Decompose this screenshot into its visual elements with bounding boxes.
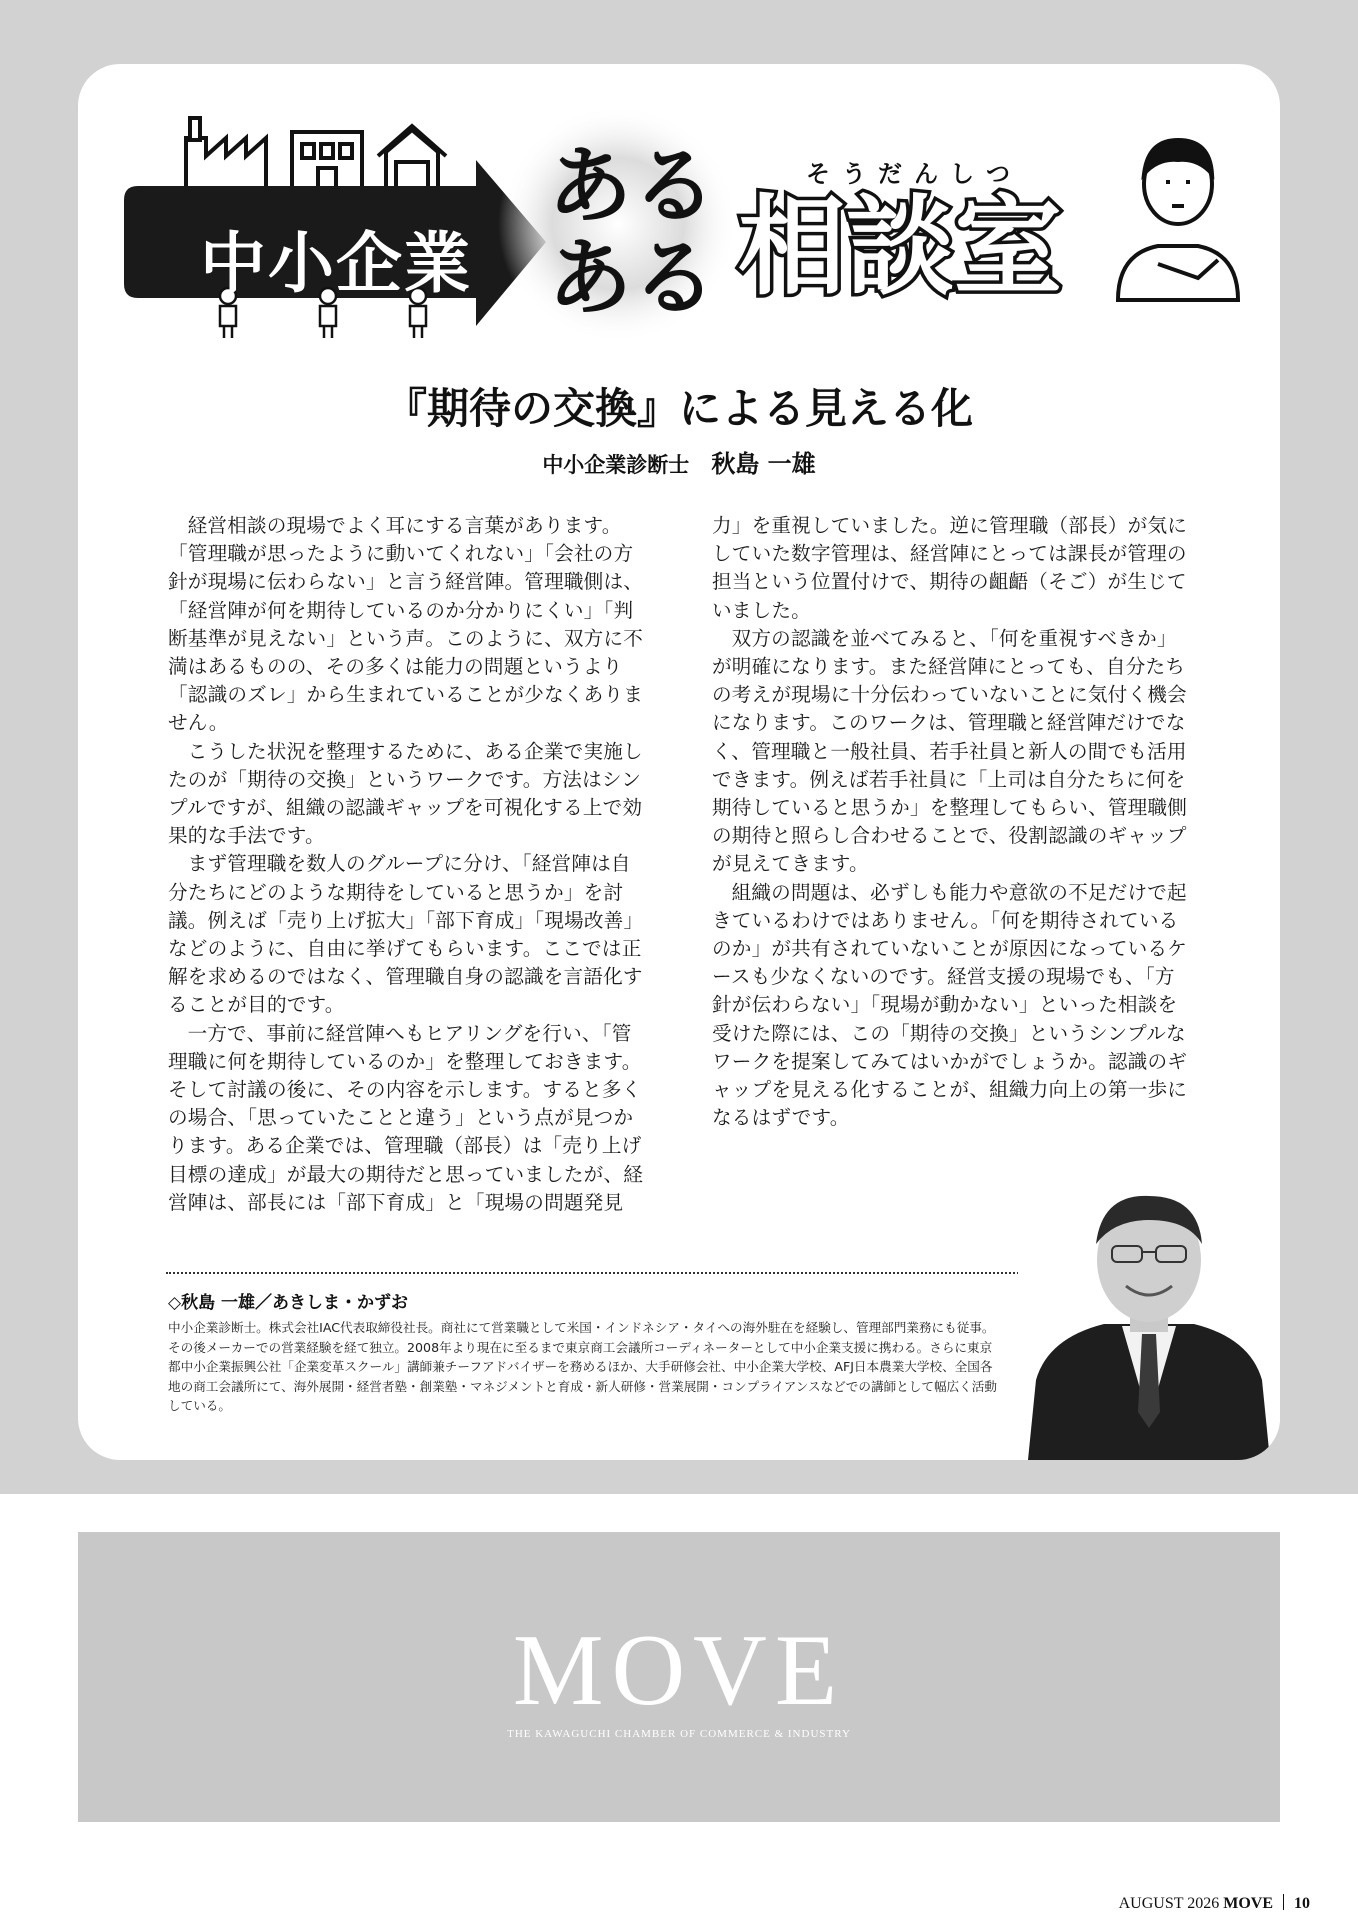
corner-label-chusho: 中小企業 — [200, 225, 472, 302]
office-building-icon — [292, 132, 362, 190]
author-photo — [1018, 1184, 1280, 1460]
page-number: 10 — [1294, 1895, 1310, 1912]
body-paragraph: 一方で、事前に経営陣へもヒアリングを行い、「管理職に何を期待しているのか」を整理しておきます。そして討議の後に、その内容を示します。すると多くの場合、「思っていたことと違う」という点が見つかります。ある企業では、管理職（部長）は「売り上げ目標の達成」が最大の期待だと思っていましたが、経営陣は、部長には「部下育成」と「現場の問題発見 — [168, 1021, 644, 1214]
body-paragraph: 双方の認識を並べてみると、「何を重視すべきか」が明確になります。また経営陣にとっても、自分たちの考えが現場に十分伝わっていないことに気付く機会になります。このワークは、管理職と経営陣だけでなく、管理職と一般社員、若手社員と新人の間でも活用できます。例えば若手社員に「上司は自分たちに何を期待していると思うか」を整理してもらい、管理職側の期待と照らし合わせることで、役割認識のギャップが見えてきます。 — [712, 626, 1188, 876]
corner-label-aru-top: ある — [548, 137, 717, 235]
magazine-banner — [78, 1532, 1280, 1822]
profile-bio: 中小企業診断士。株式会社IAC代表取締役社長。商社にて営業職として米国・インドネシア・タイへの海外駐在を経験し、管理部門業務にも従事。その後メーカーでの営業経験を経て独立。2008年より現在に至るまで東京商工会議所コーディネーターとして中小企業支援に携わる。さらに東京都中小企業振興公社「企業変革スクール」講師兼チーフアドバイザーを務めるほか、大手研修会社、中小企業大学校、AFJ日本農業大学校、全国各地の商工会議所にて、海外展開・経営者塾・創業塾・マネジメントと育成・新人研修・営業展開・コンプライアンスなどでの講師として幅広く活動している。 — [168, 1320, 997, 1414]
body-paragraph: 組織の問題は、必ずしも能力や意欲の不足だけで起きているわけではありません。「何を期待されているのか」が共有されていないことが原因になっているケースも少なくないのです。経営支援の現場でも、「方針が伝わらない」「現場が動かない」といった相談を受けた際には、この「期待の交換」というシンプルなワークを提案してみてはいかがでしょうか。認識のギャップを見える化することが、組織力向上の第一歩になるはずです。 — [712, 880, 1188, 1130]
magazine-logo: MOVE — [512, 1614, 846, 1727]
corner-label-ruby: そうだんしつ — [806, 160, 1022, 188]
author-role: 中小企業診断士 — [542, 453, 690, 477]
body-paragraph: こうした状況を整理するために、ある企業で実施したのが「期待の交換」というワークです。方法はシンプルですが、組織の認識ギャップを可視化する上で効果的な手法です。 — [168, 739, 643, 848]
corner-label-sodanshitsu: 相談室 — [738, 185, 1063, 310]
corner-banner — [78, 64, 1280, 364]
footer-separator — [1283, 1894, 1284, 1910]
body-column-right — [712, 512, 1188, 1132]
factory-icon — [186, 118, 266, 190]
footer-issue: AUGUST 2026 — [1118, 1895, 1220, 1912]
footer-brand: MOVE — [1223, 1895, 1273, 1912]
magazine-subtitle: THE KAWAGUCHI CHAMBER OF COMMERCE & INDUSTRY — [507, 1728, 851, 1740]
page-footer — [1119, 1894, 1310, 1913]
article-card — [78, 64, 1280, 1460]
body-paragraph: まず管理職を数人のグループに分け、「経営陣は自分たちにどのような期待をしていると思うか」を討議。例えば「売り上げ拡大」「部下育成」「現場改善」などのように、自由に挙げてもらいます。ここでは正解を求めるのではなく、管理職自身の認識を言語化することが目的です。 — [168, 852, 644, 1017]
profile-name: ◇秋島 一雄／あきしま・かずお — [168, 1293, 408, 1313]
author-name: 秋島 一雄 — [711, 450, 816, 478]
corner-label-aru-bottom: ある — [548, 229, 717, 327]
author-line — [78, 444, 1280, 479]
body-paragraph: 経営相談の現場でよく耳にする言葉があります。「管理職が思ったように動いてくれない」「会社の方針が現場に伝わらない」と言う経営陣。管理職側は、「経営陣が何を期待しているのか分かりにくい」「判断基準が見えない」という声。このように、双方に不満はあるものの、その多くは能力の問題というより「認識のズレ」から生まれていることが少なくありません。 — [168, 514, 644, 735]
consultant-icon — [1118, 140, 1238, 300]
body-column-left — [168, 512, 644, 1217]
shop-icon — [378, 126, 446, 190]
body-paragraph-continuation: 力」を重視していました。逆に管理職（部長）が気にしていた数字管理は、経営陣にとっては課長が管理の担当という位置付けで、期待の齟齬（そご）が生じていました。 — [712, 514, 1188, 622]
article-title: 『期待の交換』による見える化 — [384, 384, 973, 433]
